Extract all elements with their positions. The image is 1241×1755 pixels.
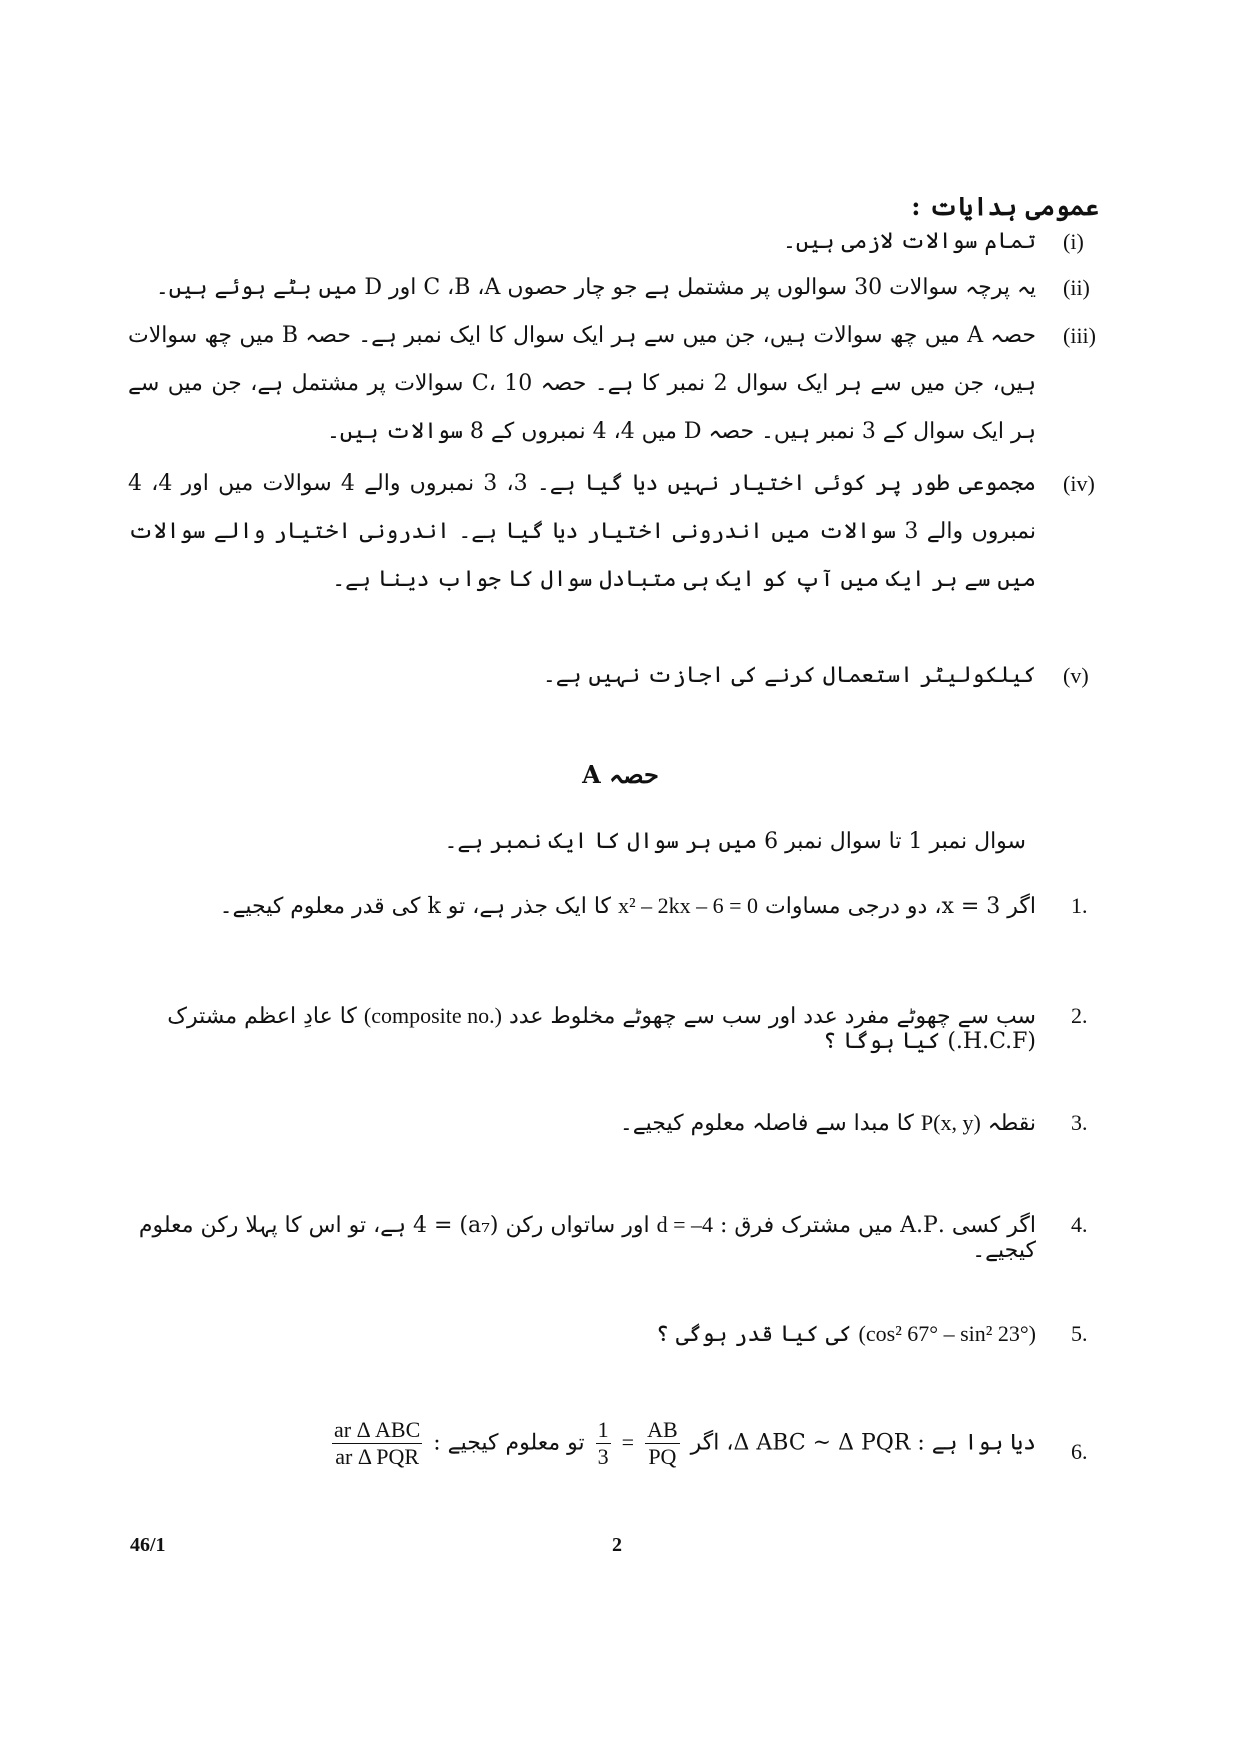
question-math: (cos² 67° – sin² 23°)	[858, 1321, 1036, 1346]
instruction-item	[128, 312, 1111, 456]
fraction-denominator: PQ	[648, 1444, 677, 1469]
question-5	[100, 1321, 1111, 1347]
question-number: 5.	[1071, 1321, 1088, 1346]
question-text: اگر x = 3، دو درجی مساوات	[765, 894, 1036, 919]
equals-sign: =	[621, 1429, 635, 1455]
instruction-item	[128, 264, 1111, 312]
instruction-number: (i)	[1063, 229, 1084, 254]
instruction-number: (ii)	[1063, 275, 1090, 300]
question-text: اگر کسی .A.P میں مشترک فرق :	[720, 1213, 1036, 1238]
instruction-text: تمام سوالات لازمی ہیں۔	[782, 229, 1036, 254]
fraction-denominator: 3	[597, 1444, 609, 1469]
question-text: تو معلوم کیجیے :	[433, 1430, 585, 1456]
question-math: x² – 2kx – 6 = 0	[618, 893, 759, 918]
instruction-number: (iii)	[1063, 323, 1096, 348]
fraction-numerator: ar Δ ABC	[334, 1417, 421, 1442]
fraction-denominator: ar Δ PQR	[335, 1444, 420, 1469]
question-text: دیا ہوا ہے : Δ ABC ~ Δ PQR، اگر	[690, 1430, 1036, 1456]
question-number: 4.	[1071, 1212, 1088, 1237]
instruction-item	[128, 460, 1111, 604]
question-6	[100, 1417, 1111, 1470]
instruction-item	[128, 218, 1111, 266]
question-4	[100, 1212, 1111, 1263]
question-math: (composite no.)	[363, 1003, 502, 1028]
question-math: P(x, y)	[920, 1110, 981, 1135]
ratio-fraction	[645, 1417, 680, 1470]
instruction-number: (v)	[1063, 663, 1089, 688]
general-instructions-heading: عمومی ہدایات :	[911, 192, 1099, 221]
question-number: 3.	[1071, 1110, 1088, 1135]
instruction-number: (iv)	[1063, 471, 1095, 496]
instruction-text: یہ پرچہ سوالات 30 سوالوں پر مشتمل ہے جو چار حصوں C ،B ،A اور D میں بٹے ہوئے ہیں۔	[155, 275, 1036, 300]
instruction-item	[128, 652, 1111, 700]
paper-code: 46/1	[130, 1534, 166, 1556]
instruction-text: حصہ A میں چھ سوالات ہیں، جن میں سے ہر ایک سوال کا ایک نمبر ہے۔ حصہ B میں چھ سوالات ہیں، جن میں سے ہر ایک سوال 2 نمبر کا ہے۔ حصہ C، 10 سوالات پر مشتمل ہے، جن میں سے ہر ایک سوال کے 3 نمبر ہیں۔ حصہ D میں 4، 4 نمبروں کے 8 سوالات ہیں۔	[128, 323, 1036, 444]
question-text: کی کیا قدر ہوگی ؟	[655, 1322, 852, 1347]
question-1	[100, 893, 1111, 919]
question-text: سب سے چھوٹے مفرد عدد اور سب سے چھوٹے مخلوط عدد	[508, 1004, 1036, 1029]
question-number: 2.	[1071, 1003, 1088, 1028]
fraction-numerator: AB	[647, 1417, 678, 1442]
question-math: d = –4	[656, 1212, 713, 1237]
question-text: کا مبدا سے فاصلہ معلوم کیجیے۔	[619, 1111, 914, 1136]
question-2	[100, 1003, 1111, 1054]
page-number: 2	[612, 1534, 622, 1556]
question-3	[100, 1110, 1111, 1136]
area-ratio-fraction	[332, 1417, 422, 1470]
question-number: 1.	[1071, 893, 1088, 918]
question-text: اور ساتواں رکن (a₇) = 4 ہے، تو اس کا پہلا رکن معلوم کیجیے۔	[138, 1213, 1036, 1263]
instruction-text: مجموعی طور پر کوئی اختیار نہیں دیا گیا ہے۔ 3، 3 نمبروں والے 4 سوالات میں اور 4، 4 نمبروں والے 3 سوالات میں اندرونی اختیار دیا گیا ہے۔ اندرونی اختیار والے سوالات میں سے ہر ایک میں آپ کو ایک ہی متبادل سوال کا جواب دینا ہے۔	[128, 471, 1036, 592]
question-text: کا ایک جذر ہے، تو k کی قدر معلوم کیجیے۔	[219, 894, 612, 919]
fraction-numerator: 1	[597, 1417, 609, 1442]
instruction-text: کیلکولیٹر استعمال کرنے کی اجازت نہیں ہے۔	[542, 663, 1036, 688]
section-title: حصہ A	[582, 760, 659, 789]
section-note: سوال نمبر 1 تا سوال نمبر 6 میں ہر سوال کا ایک نمبر ہے۔	[444, 829, 1026, 854]
question-number: 6.	[1071, 1439, 1088, 1464]
question-text: نقطہ	[987, 1111, 1036, 1136]
question-text: کا عادِ اعظم مشترک (H.C.F.) کیا ہوگا ؟	[167, 1004, 1036, 1054]
value-fraction	[596, 1417, 611, 1470]
